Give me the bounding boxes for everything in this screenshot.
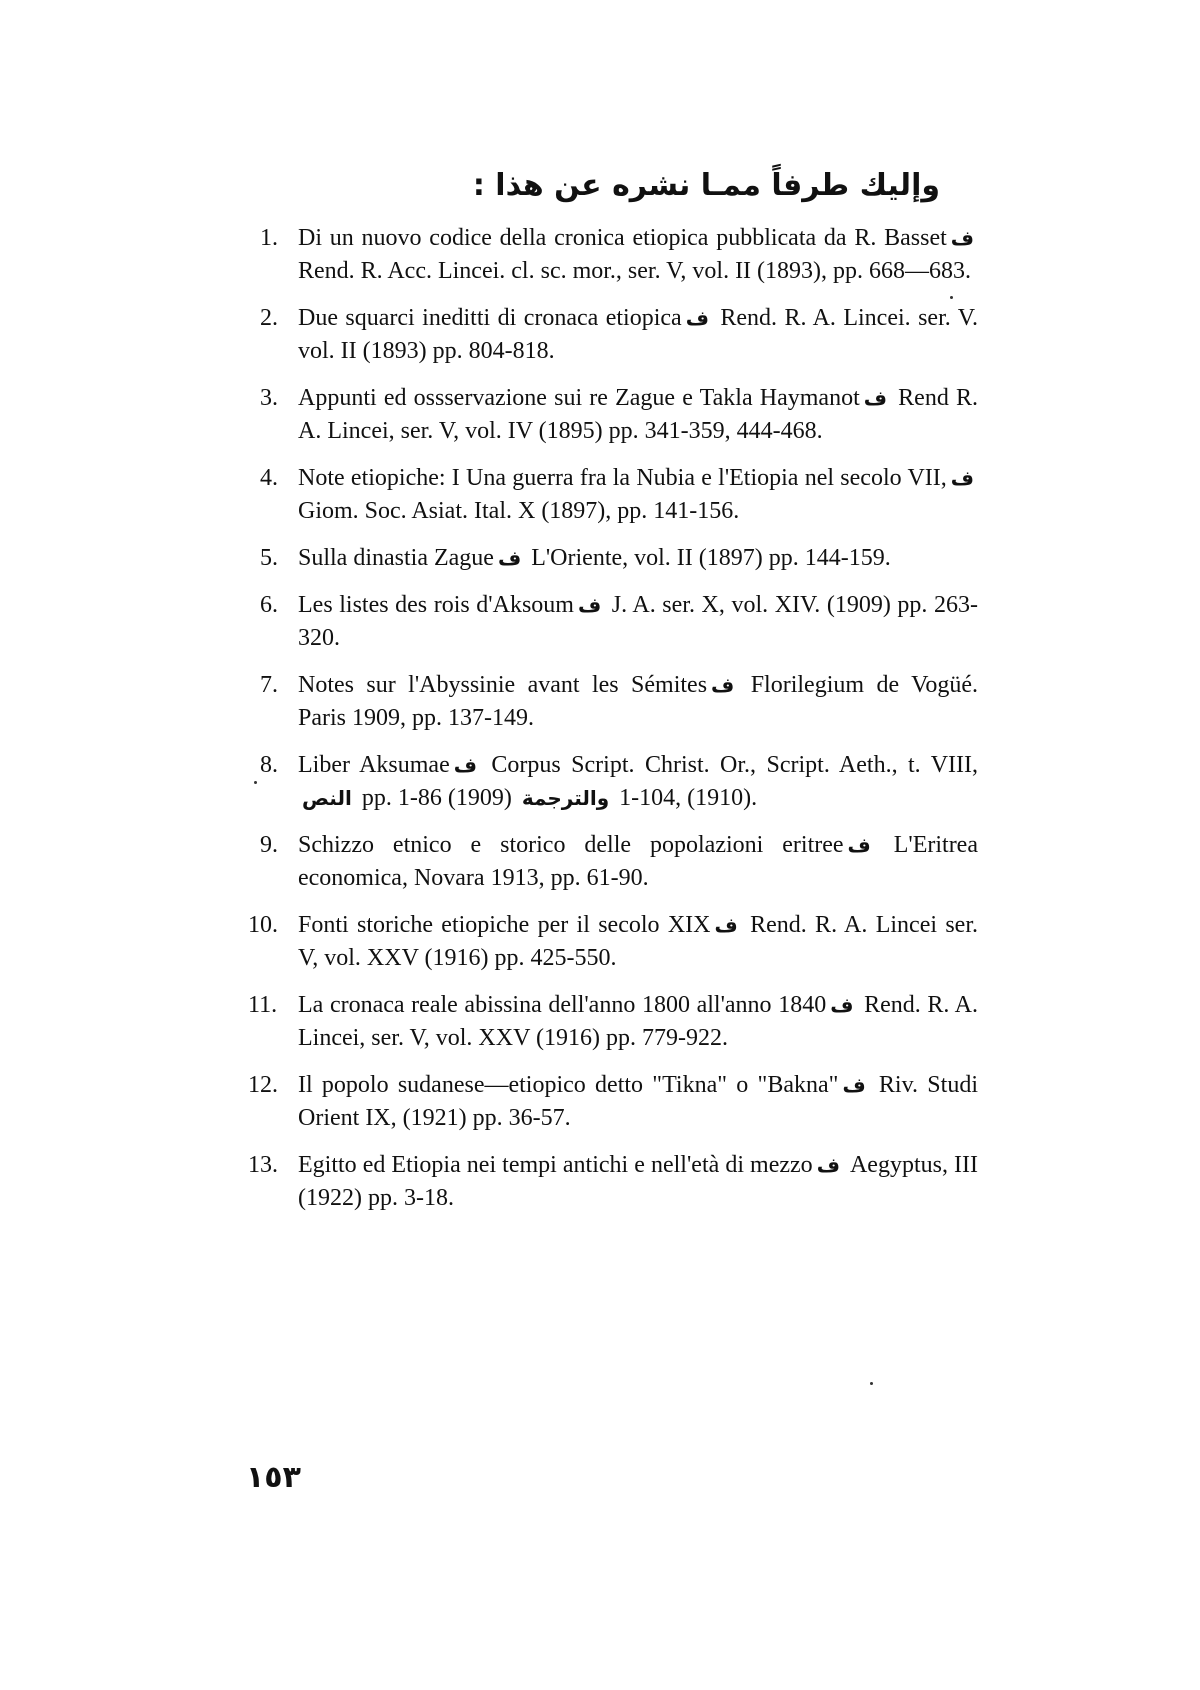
- arabic-fi: ف: [863, 386, 887, 410]
- item-title: La cronaca reale abissina dell'anno 1800 all'anno 1840: [298, 992, 827, 1018]
- item-number: 3.: [260, 385, 278, 411]
- item-number: 6.: [260, 592, 278, 618]
- bibliography-item-11: [248, 989, 979, 1055]
- item-source: L'Eritrea economica, Novara 1913, pp. 61-90.: [298, 832, 978, 891]
- item-source: Rend. R. A. Lincei ser. V, vol. XXV (1916) pp. 425-550.: [298, 912, 978, 971]
- bibliography-item-3: [262, 382, 978, 448]
- item-pages-translation: 1-104, (1910).: [613, 785, 758, 811]
- arabic-heading: وإليك طرفاً ممـا نشره عن هذا :: [472, 168, 940, 203]
- bibliography-item-13: [248, 1149, 979, 1215]
- item-pages-text: pp. 1-86 (1909): [355, 785, 518, 811]
- arabic-fi: ف: [711, 673, 735, 697]
- item-source: Florilegium de Vogüé. Paris 1909, pp. 137-149.: [298, 672, 978, 731]
- item-title: Schizzo etnico e storico delle popolazioni eritree: [298, 832, 844, 858]
- item-title: Liber Aksumae: [298, 752, 450, 778]
- item-number: 13.: [248, 1152, 278, 1178]
- item-title: Les listes des rois d'Aksoum: [298, 592, 574, 618]
- item-source: Rend. R. A. Lincei. ser. V. vol. II (1893) pp. 804-818.: [298, 305, 978, 364]
- item-source: Rend. R. Acc. Lincei. cl. sc. mor., ser. V, vol. II (1893), pp. 668—683.: [298, 258, 972, 284]
- page-number: ١٥٣: [246, 1460, 301, 1495]
- item-number: 2.: [260, 305, 278, 331]
- item-number: 4.: [260, 465, 278, 491]
- arabic-text-label: النص: [302, 786, 352, 810]
- item-source: Rend. R. A. Lincei, ser. V, vol. XXV (1916) pp. 779-922.: [298, 992, 979, 1051]
- item-source: J. A. ser. X, vol. XIV. (1909) pp. 263-320.: [298, 592, 979, 651]
- item-title: Note etiopiche: I Una guerra fra la Nubia e l'Etiopia nel secolo VII,: [298, 465, 947, 491]
- arabic-fi: ف: [497, 546, 522, 570]
- item-number: 12.: [248, 1072, 278, 1098]
- arabic-fi: ف: [950, 466, 974, 490]
- arabic-fi: ف: [453, 753, 477, 777]
- scan-speck: [870, 1382, 873, 1385]
- item-number: 8.: [260, 752, 278, 778]
- arabic-fi: ف: [830, 993, 854, 1017]
- item-number: 10.: [248, 912, 278, 938]
- arabic-translation-label: والترجمة: [521, 786, 610, 810]
- item-number: 7.: [260, 672, 278, 698]
- item-title: Notes sur l'Abyssinie avant les Sémites: [298, 672, 708, 698]
- bibliography-item-2: [262, 302, 978, 368]
- item-title: Di un nuovo codice della cronica etiopica pubblicata da R. Basset: [298, 225, 947, 251]
- item-title: Sulla dinastia Zague: [298, 545, 494, 571]
- item-number: 5.: [260, 545, 278, 571]
- scan-speck: [254, 781, 257, 784]
- bibliography-item-9: [262, 829, 978, 895]
- arabic-fi: ف: [714, 913, 738, 937]
- item-source: Giom. Soc. Asiat. Ital. X (1897), pp. 141-156.: [298, 498, 740, 524]
- arabic-fi: ف: [847, 833, 871, 857]
- bibliography-list: [248, 222, 979, 1229]
- item-title: Fonti storiche etiopiche per il secolo XIX: [298, 912, 711, 938]
- arabic-fi: ف: [816, 1153, 840, 1177]
- item-source: Aegyptus, III (1922) pp. 3-18.: [298, 1152, 979, 1211]
- item-source: Riv. Studi Orient IX, (1921) pp. 36-57.: [298, 1072, 978, 1131]
- item-title: Due squarci ineditti di cronaca etiopica: [298, 305, 682, 331]
- arabic-fi: ف: [577, 593, 602, 617]
- item-source: L'Oriente, vol. II (1897) pp. 144-159.: [525, 545, 891, 571]
- bibliography-item-5: [262, 542, 978, 575]
- item-number: 11.: [248, 992, 278, 1018]
- bibliography-item-8: [262, 749, 978, 815]
- bibliography-item-6: [262, 589, 978, 655]
- bibliography-item-12: [248, 1069, 978, 1135]
- item-number: 9.: [260, 832, 278, 858]
- bibliography-item-7: [262, 669, 978, 735]
- bibliography-item-4: [262, 462, 978, 528]
- item-source: Rend R. A. Lincei, ser. V, vol. IV (1895) pp. 341-359, 444-468.: [298, 385, 978, 444]
- arabic-fi: ف: [842, 1073, 866, 1097]
- item-source: Corpus Script. Christ. Or., Script. Aeth., t. VIII,: [480, 752, 978, 778]
- arabic-fi: ف: [685, 306, 709, 330]
- scan-speck: [950, 296, 953, 299]
- item-title: Il popolo sudanese—etiopico detto "Tikna" o "Bakna": [298, 1072, 839, 1098]
- item-number: 1.: [260, 225, 278, 251]
- arabic-fi: ف: [950, 226, 974, 250]
- bibliography-item-10: [248, 909, 978, 975]
- bibliography-item-1: [262, 222, 978, 288]
- item-title: Egitto ed Etiopia nei tempi antichi e nell'età di mezzo: [298, 1152, 813, 1178]
- item-title: Appunti ed ossservazione sui re Zague e Takla Haymanot: [298, 385, 860, 411]
